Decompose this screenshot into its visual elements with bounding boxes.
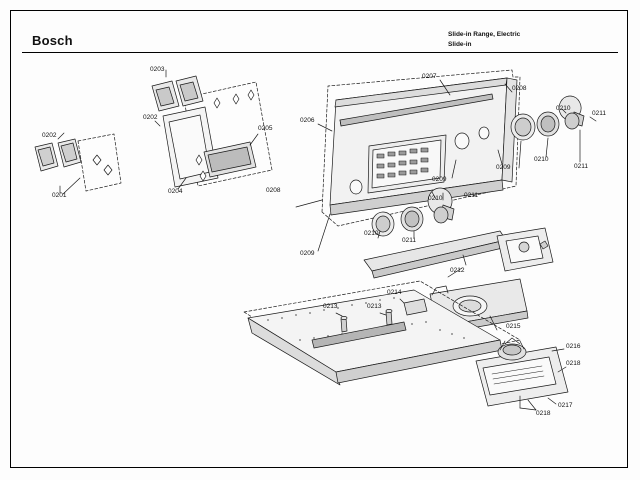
- callout-0215: 0215: [506, 323, 521, 330]
- callout-0211-c: 0211: [464, 192, 478, 199]
- callout-0217: 0217: [558, 402, 573, 409]
- group-0203-0205: [152, 70, 272, 189]
- callout-0209-b: 0209: [432, 176, 447, 183]
- callout-0207: 0207: [422, 73, 437, 80]
- callout-0211: 0211: [592, 110, 606, 117]
- callout-0206: 0206: [300, 117, 315, 124]
- group-0201-0202: [35, 133, 121, 194]
- callout-0211-d: 0211: [402, 237, 416, 244]
- callout-0210: 0210: [556, 105, 571, 112]
- callout-0208-b: 0208: [266, 187, 281, 194]
- callout-0202-b: 0202: [143, 114, 158, 121]
- document-title-line-1: Slide-in Range, Electric: [448, 31, 521, 38]
- callout-0218: 0218: [566, 360, 581, 367]
- callout-0203: 0203: [150, 66, 165, 73]
- callout-0208: 0208: [512, 85, 527, 92]
- callout-0210-d: 0210: [364, 230, 379, 237]
- document-title-line-2: Slide-in: [448, 41, 472, 48]
- callout-0211-b: 0211: [574, 163, 588, 170]
- callout-0210-b: 0210: [534, 156, 549, 163]
- callout-0201: 0201: [52, 192, 67, 199]
- callout-0204: 0204: [168, 188, 183, 195]
- callout-0209-c: 0209: [496, 164, 511, 171]
- group-right-plate: [497, 228, 553, 271]
- callout-0205: 0205: [258, 125, 273, 132]
- callout-0202: 0202: [42, 132, 57, 139]
- group-0212: [364, 231, 507, 278]
- callout-0216: 0216: [566, 343, 581, 350]
- callout-0212: 0212: [450, 267, 465, 274]
- brand-logo: Bosch: [32, 33, 73, 48]
- callout-0209: 0209: [300, 250, 315, 257]
- callout-0213-b: 0213: [367, 303, 382, 310]
- callout-0214: 0214: [387, 289, 402, 296]
- callout-0210-c: 0210: [428, 195, 443, 202]
- callout-0213: 0213: [323, 303, 338, 310]
- callout-0218-b: 0218: [536, 410, 551, 417]
- group-knobs-upper-right: [511, 96, 596, 168]
